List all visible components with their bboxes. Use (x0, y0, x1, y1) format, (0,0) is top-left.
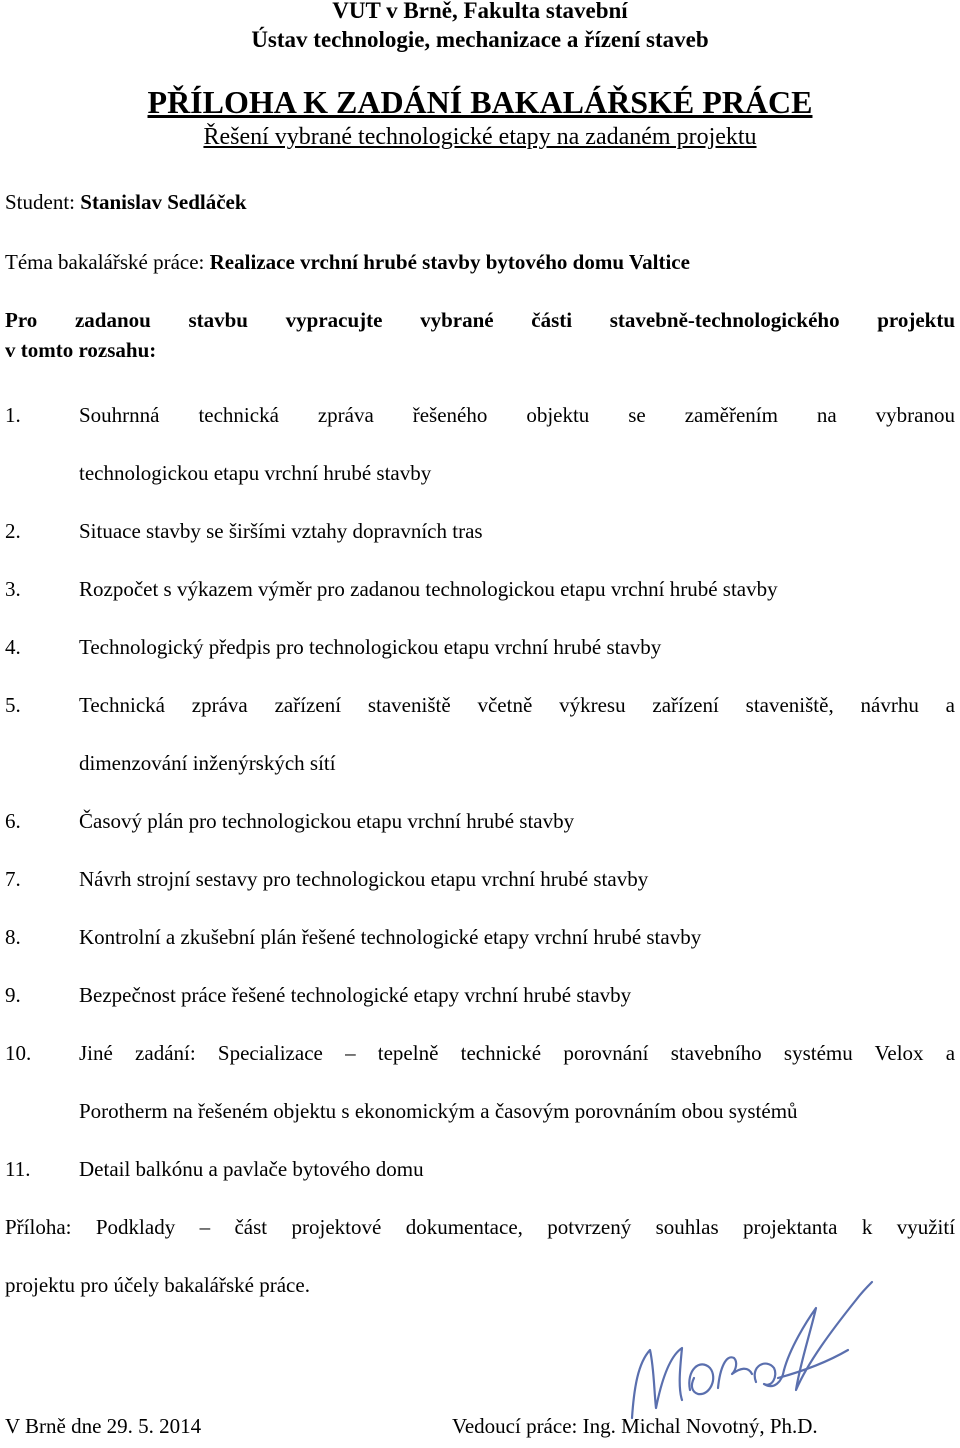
faculty-header: VUT v Brně, Fakulta stavební (332, 0, 628, 23)
item-9-text: Bezpečnost práce řešené technologické etapy vrchní hrubé stavby (79, 983, 632, 1007)
item-number: 9. (5, 983, 21, 1007)
item-number: 8. (5, 925, 21, 949)
item-2-text: Situace stavby se širšími vztahy dopravních tras (79, 519, 483, 543)
item-number: 4. (5, 635, 21, 659)
item-10-line-2: Porotherm na řešeném objektu s ekonomickým a časovým porovnáním obou systémů (79, 1099, 798, 1123)
attachment-line-1: Příloha: Podklady – část projektové dokumentace, potvrzený souhlas projektanta k využití (5, 1215, 956, 1239)
topic-label: Téma bakalářské práce: (5, 250, 205, 274)
item-1-line-1: Souhrnná technická zpráva řešeného objektu se zaměřením na vybranou (79, 403, 955, 427)
item-6-text: Časový plán pro technologickou etapu vrchní hrubé stavby (79, 809, 575, 833)
handwritten-signature-icon (610, 1278, 880, 1428)
item-8-text: Kontrolní a zkušební plán řešené technologické etapy vrchní hrubé stavby (79, 925, 702, 949)
item-5-line-2: dimenzování inženýrských sítí (79, 751, 336, 775)
item-11-text: Detail balkónu a pavlače bytového domu (79, 1157, 424, 1181)
instruction-line-1: Pro zadanou stavbu vypracujte vybrané části stavebně-technologického projektu (5, 308, 956, 332)
document-subtitle: Řešení vybrané technologické etapy na zadaném projektu (203, 124, 757, 150)
item-number: 5. (5, 693, 21, 717)
student-line (5, 190, 247, 215)
item-5-line-1: Technická zpráva zařízení staveniště včetně výkresu zařízení staveniště, návrhu a (79, 693, 955, 717)
topic-value: Realizace vrchní hrubé stavby bytového domu Valtice (209, 250, 690, 274)
item-3-text: Rozpočet s výkazem výměr pro zadanou technologickou etapu vrchní hrubé stavby (79, 577, 778, 601)
item-number: 2. (5, 519, 21, 543)
institute-header: Ústav technologie, mechanizace a řízení staveb (251, 27, 709, 52)
item-1-line-2: technologickou etapu vrchní hrubé stavby (79, 461, 432, 485)
item-number: 7. (5, 867, 21, 891)
item-number: 6. (5, 809, 21, 833)
item-number: 10. (5, 1041, 32, 1065)
student-label: Student: (5, 190, 76, 214)
item-number: 11. (5, 1157, 31, 1181)
place-and-date: V Brně dne 29. 5. 2014 (5, 1414, 202, 1438)
attachment-line-2: projektu pro účely bakalářské práce. (5, 1273, 310, 1297)
instruction-line-2: v tomto rozsahu: (5, 338, 157, 362)
item-10-line-1: Jiné zadání: Specializace – tepelně technické porovnání stavebního systému Velox a (79, 1041, 956, 1065)
student-name: Stanislav Sedláček (80, 190, 247, 214)
item-4-text: Technologický předpis pro technologickou etapu vrchní hrubé stavby (79, 635, 662, 659)
document-title: PŘÍLOHA K ZADÁNÍ BAKALÁŘSKÉ PRÁCE (147, 84, 813, 120)
item-number: 1. (5, 403, 21, 427)
item-number: 3. (5, 577, 21, 601)
supervisor: Vedoucí práce: Ing. Michal Novotný, Ph.D. (452, 1414, 818, 1438)
topic-line (5, 250, 690, 275)
item-7-text: Návrh strojní sestavy pro technologickou etapu vrchní hrubé stavby (79, 867, 649, 891)
